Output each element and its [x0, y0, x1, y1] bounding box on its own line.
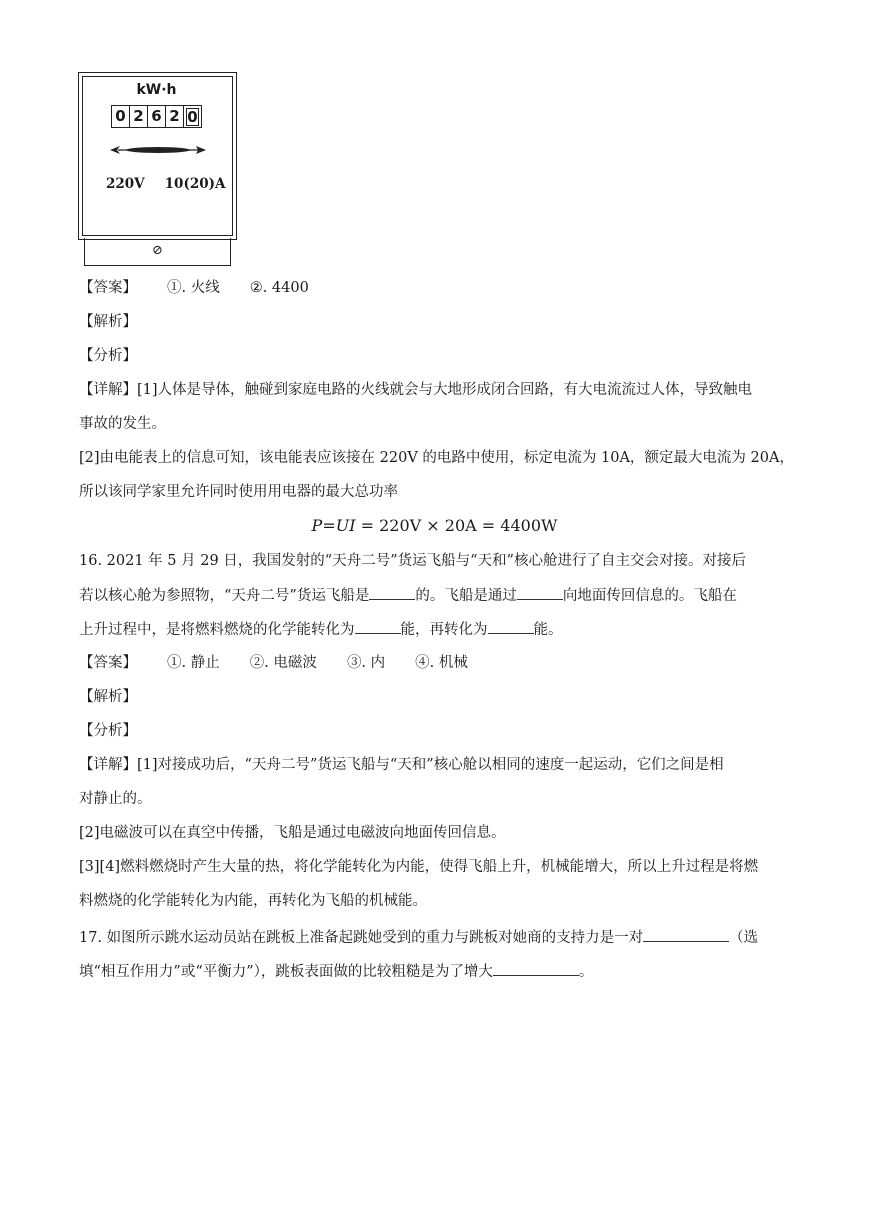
meter-unit-label: kW·h — [136, 82, 177, 98]
answer-blank[interactable] — [493, 961, 579, 976]
meter-digit-decimal: 0 — [187, 108, 198, 126]
meter-rating — [106, 176, 225, 192]
answer-item: ①. 火线 — [167, 280, 220, 296]
q16-fenxi: 【分析】 — [79, 723, 137, 739]
q15-detail-line: 事故的发生。 — [79, 416, 166, 432]
power-formula — [0, 515, 869, 537]
q16-jiexi: 【解析】 — [79, 689, 137, 705]
meter-digit-counter — [111, 105, 202, 128]
q16-stem-line: 若以核心舱为参照物，“天舟二号”货运飞船是 的。飞船是通过 向地面传回信息的。飞船在 — [79, 585, 799, 606]
meter-digit: 2 — [166, 106, 184, 127]
q15-fenxi: 【分析】 — [79, 348, 137, 364]
answer-blank[interactable] — [517, 585, 563, 600]
q16-detail-line: [2]电磁波可以在真空中传播，飞船是通过电磁波向地面传回信息。 — [79, 825, 506, 841]
rotating-disc-arrow-icon — [108, 143, 208, 157]
q16-stem-line: 上升过程中，是将燃料燃烧的化学能转化为 能，再转化为 能。 — [79, 619, 799, 640]
answer-item: ④. 机械 — [415, 655, 468, 671]
answer-label: 【答案】 — [79, 280, 137, 296]
answer-label: 【答案】 — [79, 655, 137, 671]
meter-digit: 0 — [112, 106, 130, 127]
q17-stem-line: 17. 如图所示跳水运动员站在跳板上准备起跳她受到的重力与跳板对她商的支持力是一对 （选 — [79, 927, 799, 948]
meter-digit: 2 — [130, 106, 148, 127]
q17-stem-line: 填“相互作用力”或“平衡力”），跳板表面做的比较粗糙是为了增大 。 — [79, 961, 799, 982]
formula-lhs: P=UI — [311, 516, 356, 535]
q16-answer-line — [79, 653, 799, 673]
q16-detail-line: 料燃烧的化学能转化为内能，再转化为飞船的机械能。 — [79, 893, 427, 909]
q15-detail-line: 【详解】[1]人体是导体，触碰到家庭电路的火线就会与大地形成闭合回路，有大电流流过人体，导致触电 — [79, 382, 753, 398]
meter-current: 10(20)A — [164, 176, 226, 192]
q16-detail-line: [3][4]燃料燃烧时产生大量的热，将化学能转化为内能，使得飞船上升，机械能增大，所以上升过程是将燃 — [79, 859, 759, 875]
formula-rhs: = 220V × 20A = 4400W — [355, 516, 558, 535]
q16-stem-line: 16. 2021 年 5 月 29 日，我国发射的“天舟二号”货运飞船与“天和”核心舱进行了自主交会对接。对接后 — [79, 553, 746, 569]
answer-blank[interactable] — [369, 585, 415, 600]
meter-voltage: 220V — [106, 176, 145, 192]
q16-detail-line: 【详解】[1]对接成功后，“天舟二号”货运飞船与“天和”核心舱以相同的速度一起运动，它们之间是相 — [79, 757, 724, 773]
answer-item: ③. 内 — [346, 655, 386, 671]
electric-meter-figure — [78, 72, 238, 266]
q15-answer-line — [79, 278, 799, 298]
answer-item: ①. 静止 — [167, 655, 220, 671]
answer-blank[interactable] — [355, 619, 401, 634]
q15-detail-line: 所以该同学家里允许同时使用用电器的最大总功率 — [79, 484, 398, 500]
answer-item: ②. 4400 — [249, 280, 309, 296]
q15-jiexi: 【解析】 — [79, 314, 137, 330]
q15-detail-line: [2]由电能表上的信息可知，该电能表应该接在 220V 的电路中使用，标定电流为 10A，额定最大电流为 20A， — [79, 450, 794, 466]
answer-blank[interactable] — [643, 927, 729, 942]
q16-detail-line: 对静止的。 — [79, 791, 152, 807]
screw-icon: ⊘ — [152, 243, 163, 258]
answer-blank[interactable] — [488, 619, 534, 634]
meter-digit: 6 — [148, 106, 166, 127]
answer-item: ②. 电磁波 — [249, 655, 317, 671]
meter-base — [84, 238, 231, 266]
